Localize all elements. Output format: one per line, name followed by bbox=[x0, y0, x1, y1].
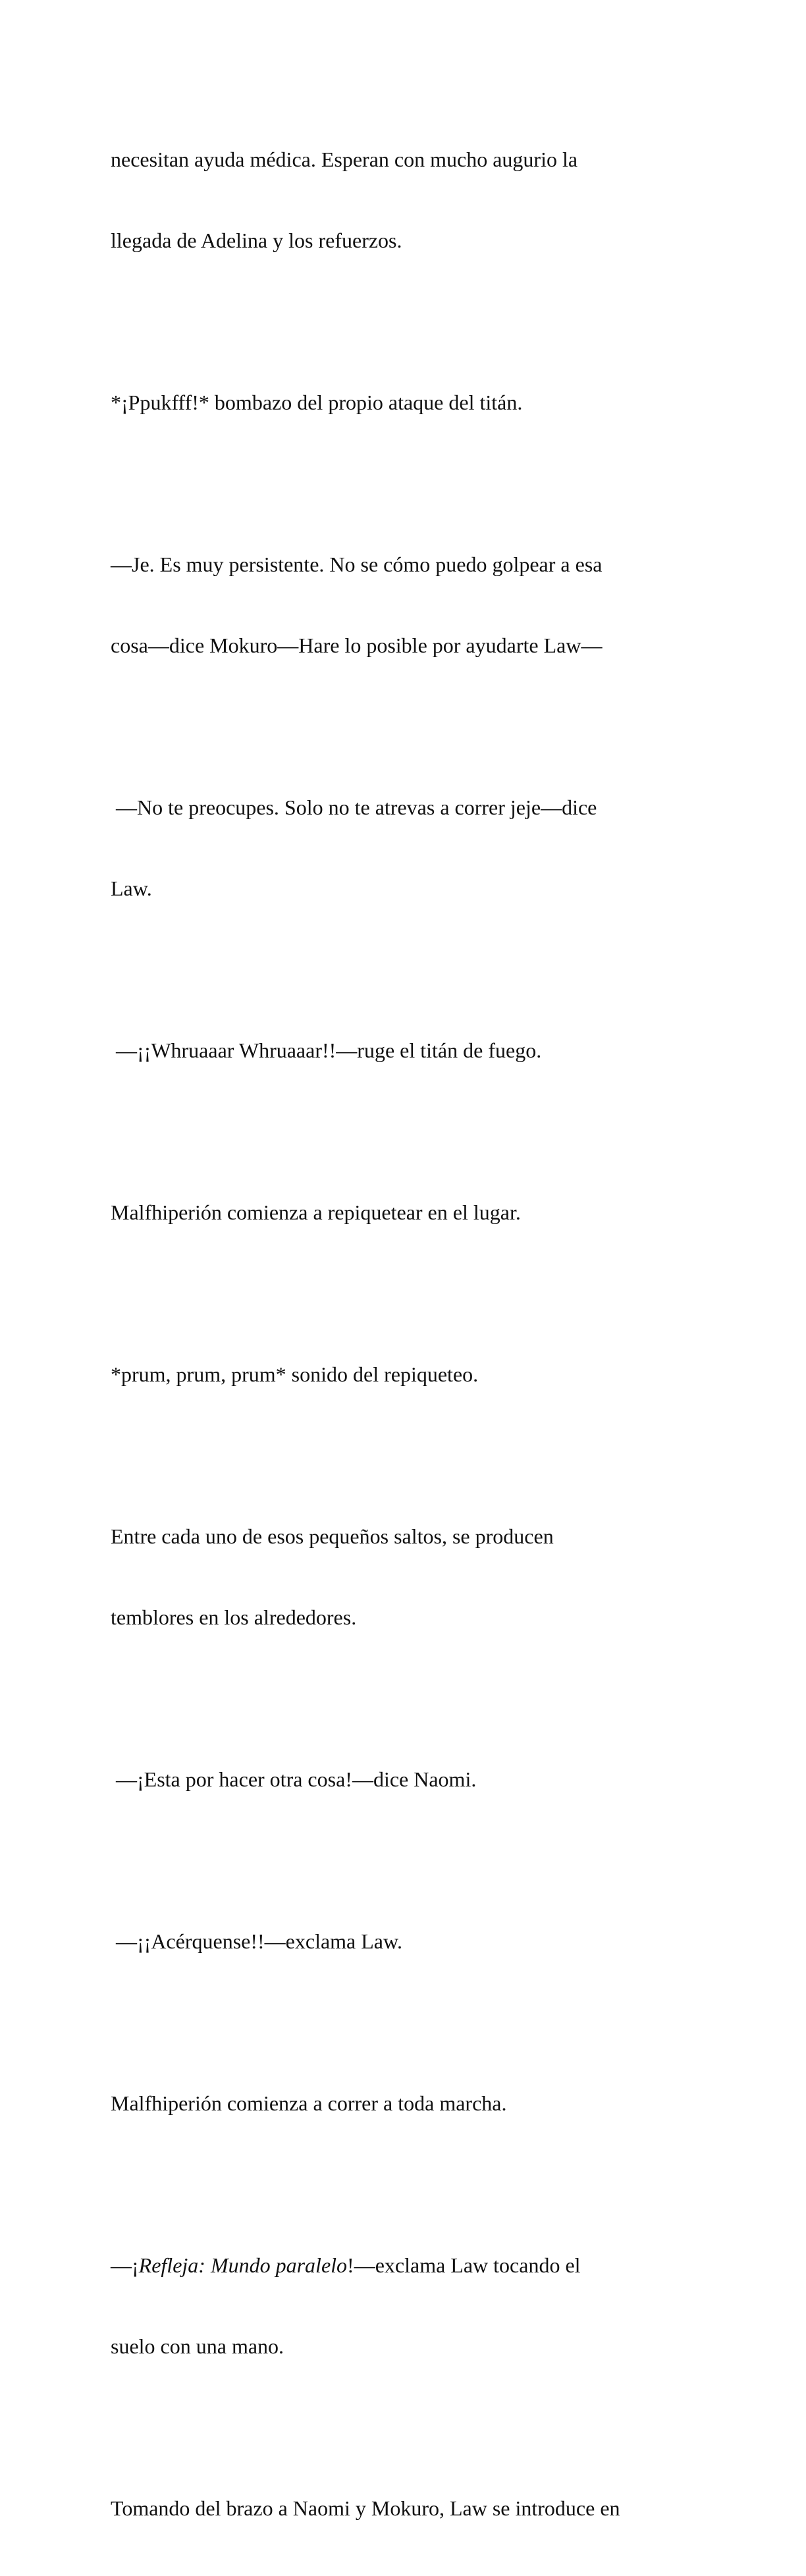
paragraph-1 bbox=[111, 92, 703, 308]
line-suffix: !—exclama Law tocando el bbox=[347, 2253, 581, 2277]
text-line: Law. bbox=[111, 876, 152, 900]
text-line: llegada de Adelina y los refuerzos. bbox=[111, 228, 402, 252]
paragraph-11 bbox=[111, 2036, 703, 2171]
paragraph-13 bbox=[111, 2441, 703, 2576]
text-line: —Je. Es muy persistente. No se cómo puedo golpear a esa bbox=[111, 552, 603, 576]
paragraph-3 bbox=[111, 497, 703, 713]
paragraph-2 bbox=[111, 335, 703, 470]
text-line: —¡Esta por hacer otra cosa!—dice Naomi. bbox=[111, 1767, 477, 1791]
text-line: Entre cada uno de esos pequeños saltos, se producen bbox=[111, 1524, 554, 1548]
text-line: necesitan ayuda médica. Esperan con mucho augurio la bbox=[111, 148, 578, 171]
paragraph-7 bbox=[111, 1307, 703, 1442]
text-line: cosa—dice Mokuro—Hare lo posible por ayudarte Law— bbox=[111, 633, 603, 657]
paragraph-10 bbox=[111, 1874, 703, 2009]
text-line: *¡Ppukfff!* bombazo del propio ataque del titán. bbox=[111, 390, 523, 414]
paragraph-8 bbox=[111, 1469, 703, 1685]
text-line bbox=[111, 2252, 703, 2279]
spell-name-italic: Refleja: Mundo paralelo bbox=[138, 2253, 348, 2277]
paragraph-12 bbox=[111, 2198, 703, 2414]
text-line: temblores en los alrededores. bbox=[111, 1605, 357, 1629]
document-page bbox=[111, 92, 703, 2576]
paragraph-9 bbox=[111, 1712, 703, 1847]
text-line: suelo con una mano. bbox=[111, 2334, 284, 2358]
text-line: —¡¡Acérquense!!—exclama Law. bbox=[111, 1929, 403, 1953]
text-line: —¡¡Whruaaar Whruaaar!!—ruge el titán de fuego. bbox=[111, 1038, 542, 1062]
text-line: Malfhiperión comienza a correr a toda marcha. bbox=[111, 2091, 507, 2115]
paragraph-4 bbox=[111, 740, 703, 956]
text-line: —No te preocupes. Solo no te atrevas a correr jeje—dice bbox=[111, 795, 597, 819]
paragraph-6 bbox=[111, 1145, 703, 1280]
text-line: Tomando del brazo a Naomi y Mokuro, Law se introduce en bbox=[111, 2496, 620, 2520]
paragraph-5 bbox=[111, 983, 703, 1118]
text-line: Malfhiperión comienza a repiquetear en el lugar. bbox=[111, 1200, 521, 1224]
line-prefix: —¡ bbox=[111, 2253, 139, 2277]
text-line: *prum, prum, prum* sonido del repiqueteo. bbox=[111, 1362, 479, 1386]
